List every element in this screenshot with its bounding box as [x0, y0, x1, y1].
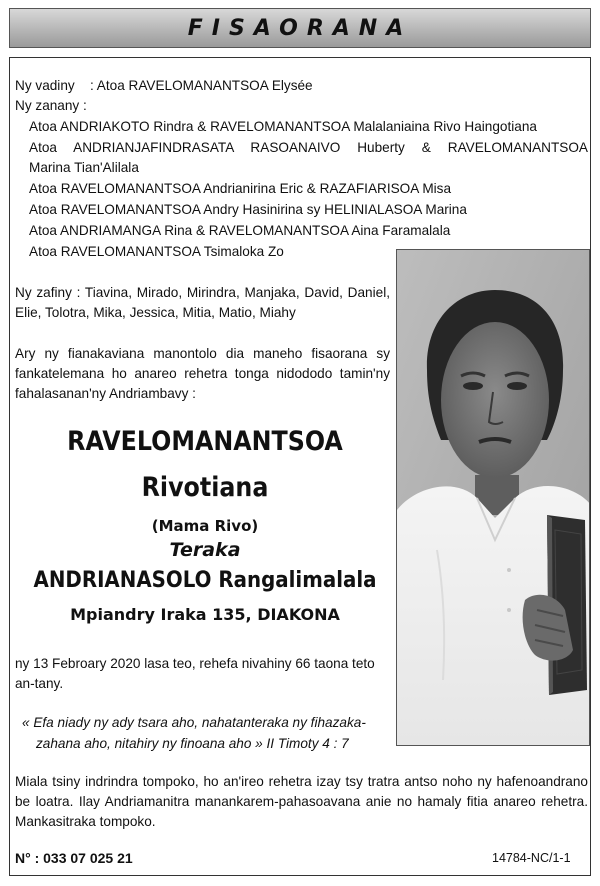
child-line: Atoa RAVELOMANANTSOA Tsimaloka Zo: [29, 244, 284, 259]
header-banner: [9, 8, 591, 48]
death-line: an-tany.: [15, 676, 64, 691]
closing-text: Miala tsiny indrindra tompoko, ho an'ireo rehetra izay tsy tratra antso noho ny hafenoandrano be loatra. Ilay Andriamanitra manankarem-pahasoavana anie no hamaly fitia anareo rehetra. Mankasitraka tompoko.: [15, 774, 588, 829]
child-line: Atoa RAVELOMANANTSOA Andry Hasinirina sy HELINIALASOA Marina: [29, 202, 467, 217]
child-line: Atoa RAVELOMANANTSOA Andrianirina Eric & RAZAFIARISOA Misa: [29, 181, 452, 196]
child-line: Atoa ANDRIAMANGA Rina & RAVELOMANANTSOA Aina Faramalala: [29, 223, 451, 238]
grandchildren-list: Ny zafiny : Tiavina, Mirado, Mirindra, Manjaka, David, Daniel, Elie, Tolotra, Mika, Jessica, Mitia, Matio, Miahy: [15, 285, 390, 320]
child-line: Marina Tian'Alilala: [29, 160, 139, 175]
bible-quote: « Efa niady ny ady tsara aho, nahatanteraka ny fihazaka-: [22, 715, 366, 730]
spouse-label: Ny vadiny: [15, 78, 75, 93]
deceased-nickname: (Mama Rivo): [151, 517, 259, 535]
deceased-role: Mpiandry Iraka 135, DIAKONA: [70, 605, 340, 624]
death-line: ny 13 Febroary 2020 lasa teo, rehefa nivahiny 66 taona teto: [15, 656, 375, 671]
reference-number: N° : 033 07 025 21: [15, 850, 133, 866]
spouse-value: : Atoa RAVELOMANANTSOA Elysée: [90, 78, 313, 93]
deceased-given-name: Rivotiana: [141, 472, 269, 503]
children-label: Ny zanany :: [15, 98, 87, 113]
page-title: FISAORANA: [187, 15, 413, 41]
bible-quote: zahana aho, nitahiry ny finoana aho » II Timoty 4 : 7: [36, 736, 349, 751]
portrait-photo: [396, 249, 590, 746]
deceased-maiden-name: ANDRIANASOLO Rangalimalala: [33, 568, 377, 593]
deceased-surname: RAVELOMANANTSOA: [67, 426, 343, 457]
child-line: Atoa ANDRIAKOTO Rindra & RAVELOMANANTSOA Malalaniaina Rivo Haingotiana: [29, 119, 537, 134]
ad-reference: 14784-NC/1-1: [492, 851, 571, 865]
teraka-label: Teraka: [169, 539, 241, 561]
child-line: Atoa ANDRIANJAFINDRASATA RASOANAIVO Huberty & RAVELOMANANTSOA: [29, 140, 588, 155]
announcement-text: Ary ny fianakaviana manontolo dia maneho fisaorana sy fankatelemana ho anareo rehetra tonga nidododo tamin'ny fahalasanan'ny Andriambavy :: [15, 346, 390, 401]
